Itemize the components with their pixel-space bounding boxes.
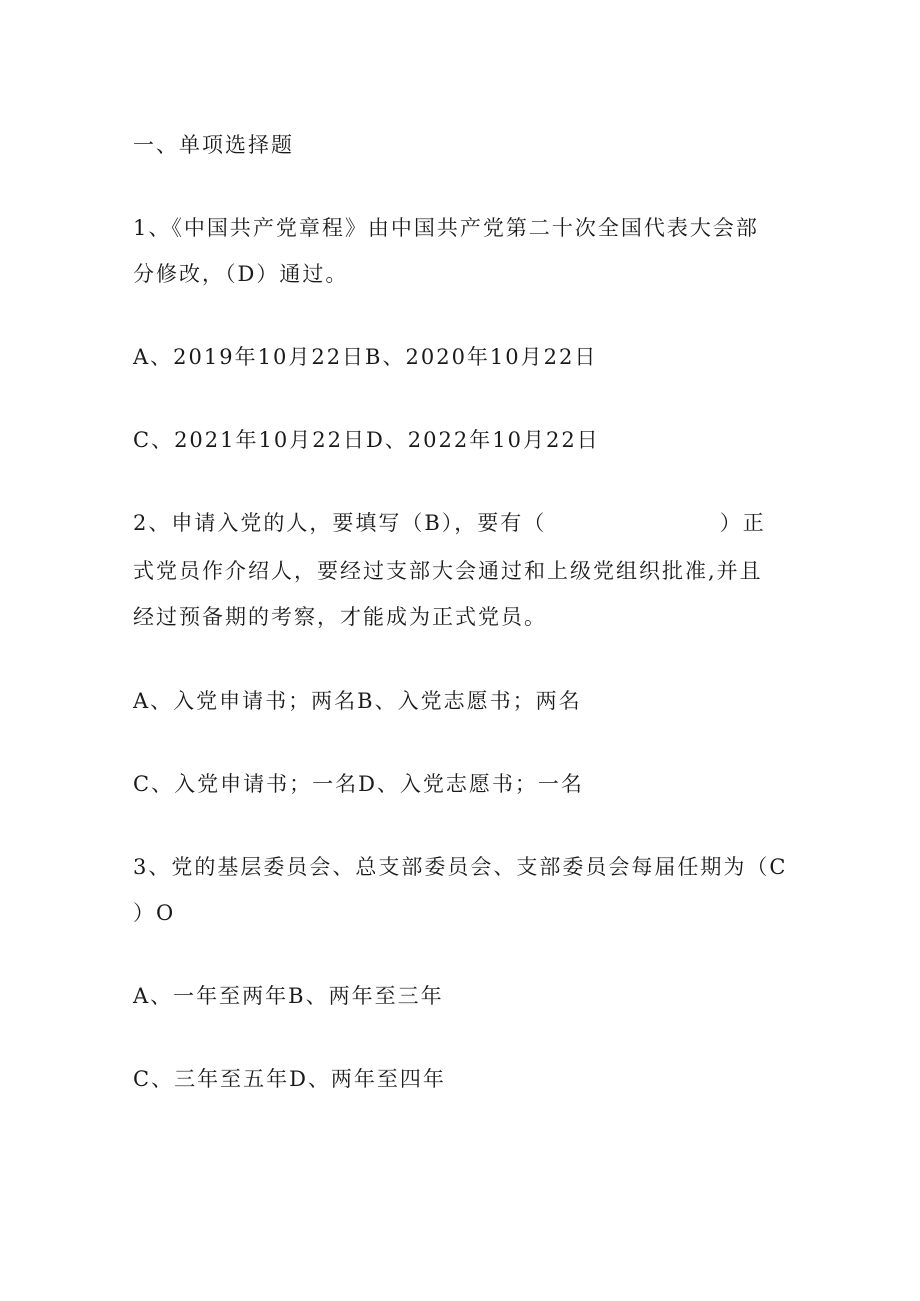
question-3-option-1: A、一年至两年B、两年至三年 xyxy=(133,984,444,1008)
question-1-option-1: A、2019年10月22日B、2020年10月22日 xyxy=(133,345,598,369)
question-3-option-2: C、三年至五年D、两年至四年 xyxy=(133,1067,446,1091)
question-2-line-1: 2、申请入党的人，要填写（B），要有（ ）正 xyxy=(133,511,766,535)
question-3-line-1: 3、党的基层委员会、总支部委员会、支部委员会每届任期为（C xyxy=(133,855,788,879)
question-1-option-2: C、2021年10月22日D、2022年10月22日 xyxy=(133,428,600,452)
section-title: 一、单项选择题 xyxy=(133,133,294,157)
question-2-line-2: 式党员作介绍人，要经过支部大会通过和上级党组织批准,并且 xyxy=(133,559,763,583)
question-1-line-2: 分修改，（D）通过。 xyxy=(133,262,349,286)
question-2-option-2: C、入党申请书；一名D、入党志愿书；一名 xyxy=(133,772,584,796)
question-2-line-3: 经过预备期的考察，才能成为正式党员。 xyxy=(133,605,547,629)
question-2-option-1: A、入党申请书；两名B、入党志愿书；两名 xyxy=(133,689,582,713)
question-1-line-1: 1、《中国共产党章程》由中国共产党第二十次全国代表大会部 xyxy=(133,216,759,240)
question-3-line-2: ）O xyxy=(133,901,176,925)
